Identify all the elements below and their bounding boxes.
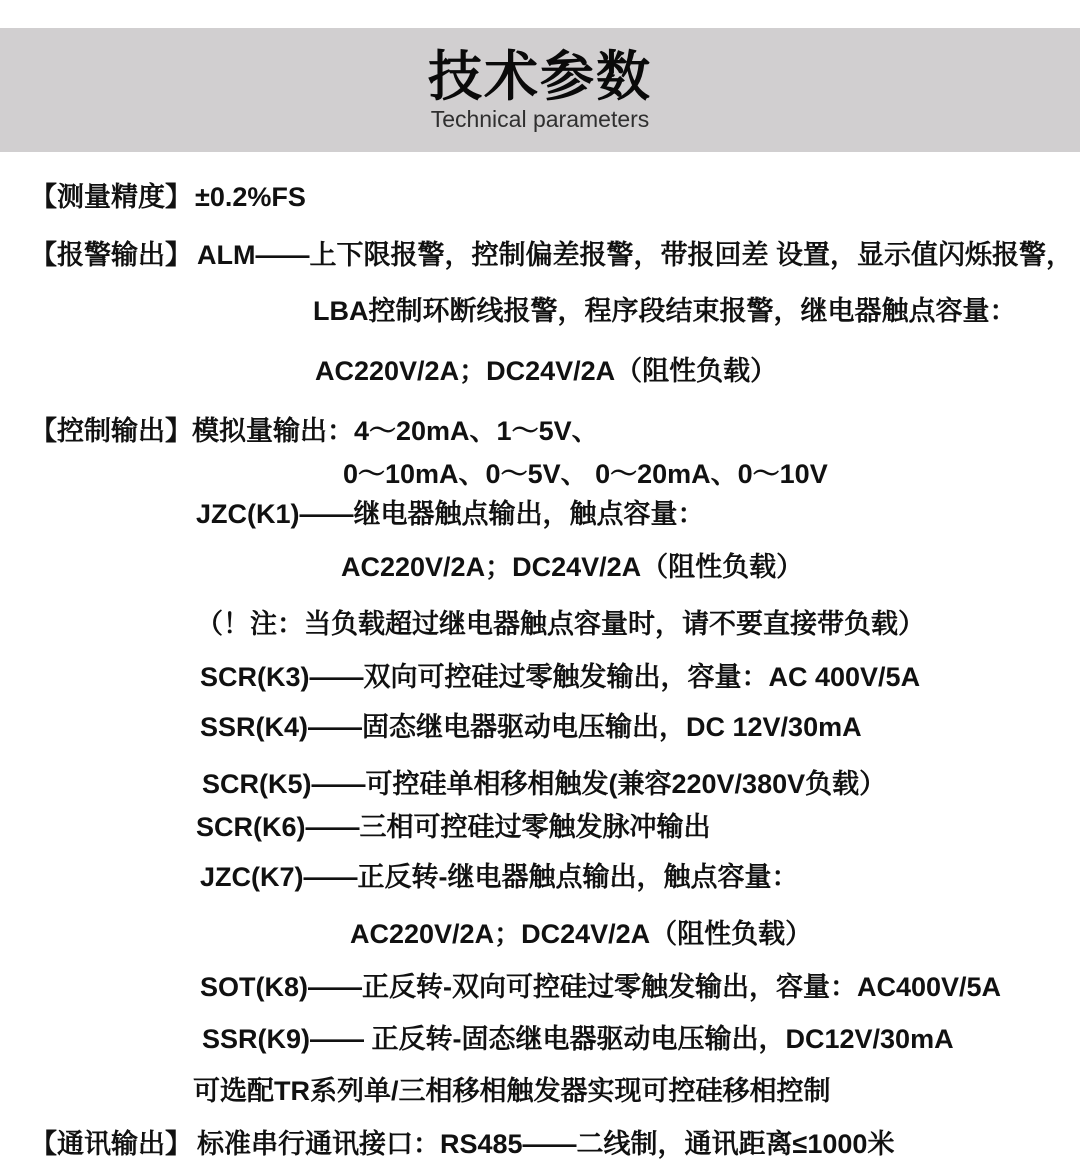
spec-row bbox=[0, 1073, 1080, 1109]
spec-text: JZC(K7)——正反转-继电器触点输出，触点容量： bbox=[200, 862, 799, 892]
spec-row bbox=[0, 859, 1080, 895]
section-label: 【通讯输出】 bbox=[30, 1129, 192, 1159]
spec-row-comm-output bbox=[0, 1126, 1080, 1162]
page-title: 技术参数 bbox=[428, 47, 652, 107]
spec-row-alarm-output bbox=[0, 237, 1080, 273]
spec-row bbox=[0, 969, 1080, 1005]
spec-text: AC220V/2A；DC24V/2A（阻性负载） bbox=[341, 552, 804, 582]
spec-text: SSR(K9)—— 正反转-固态继电器驱动电压输出，DC12V/30mA bbox=[202, 1024, 954, 1054]
section-label: 【控制输出】 bbox=[30, 416, 192, 446]
spec-text: SSR(K4)——固态继电器驱动电压输出，DC 12V/30mA bbox=[200, 712, 862, 742]
spec-text: SCR(K6)——三相可控硅过零触发脉冲输出 bbox=[196, 812, 711, 842]
spec-text: SOT(K8)——正反转-双向可控硅过零触发输出，容量：AC400V/5A bbox=[200, 972, 1002, 1002]
page-subtitle: Technical parameters bbox=[430, 106, 650, 132]
spec-row bbox=[0, 659, 1080, 695]
spec-text: LBA控制环断线报警，程序段结束报警，继电器触点容量： bbox=[313, 296, 1017, 326]
spec-row bbox=[0, 549, 1080, 585]
spec-text: ±0.2%FS bbox=[195, 182, 306, 212]
spec-row bbox=[0, 353, 1080, 389]
spec-text: 可选配TR系列单/三相移相触发器实现可控硅移相控制 bbox=[193, 1076, 831, 1106]
spec-row bbox=[0, 1021, 1080, 1057]
spec-text: JZC(K1)——继电器触点输出，触点容量： bbox=[196, 499, 705, 529]
spec-row bbox=[0, 293, 1080, 329]
spec-text: 标准串行通讯接口：RS485——二线制，通讯距离≤1000米 bbox=[197, 1129, 895, 1159]
spec-text: （！注：当负载超过继电器触点容量时，请不要直接带负载） bbox=[196, 609, 925, 639]
spec-row bbox=[0, 766, 1080, 802]
section-label: 【报警输出】 bbox=[30, 240, 192, 270]
spec-text: AC220V/2A；DC24V/2A（阻性负载） bbox=[350, 919, 813, 949]
spec-text: ALM——上下限报警，控制偏差报警，带报回差 设置，显示值闪烁报警， bbox=[197, 240, 1073, 270]
spec-text: SCR(K3)——双向可控硅过零触发输出，容量：AC 400V/5A bbox=[200, 662, 921, 692]
spec-row-measure-accuracy bbox=[0, 179, 1080, 215]
spec-text: AC220V/2A；DC24V/2A（阻性负载） bbox=[315, 356, 778, 386]
spec-row-control-output bbox=[0, 413, 1080, 449]
section-label: 【测量精度】 bbox=[30, 182, 192, 212]
spec-row bbox=[0, 916, 1080, 952]
spec-row-note bbox=[0, 606, 1080, 642]
spec-text: 0～10mA、0～5V、 0～20mA、0～10V bbox=[343, 459, 828, 489]
spec-row bbox=[0, 496, 1080, 532]
spec-row bbox=[0, 456, 1080, 492]
spec-text: 模拟量输出：4～20mA、1～5V、 bbox=[192, 416, 599, 446]
spec-text: SCR(K5)——可控硅单相移相触发(兼容220V/380V负载） bbox=[202, 769, 887, 799]
spec-row bbox=[0, 809, 1080, 845]
spec-row bbox=[0, 709, 1080, 745]
